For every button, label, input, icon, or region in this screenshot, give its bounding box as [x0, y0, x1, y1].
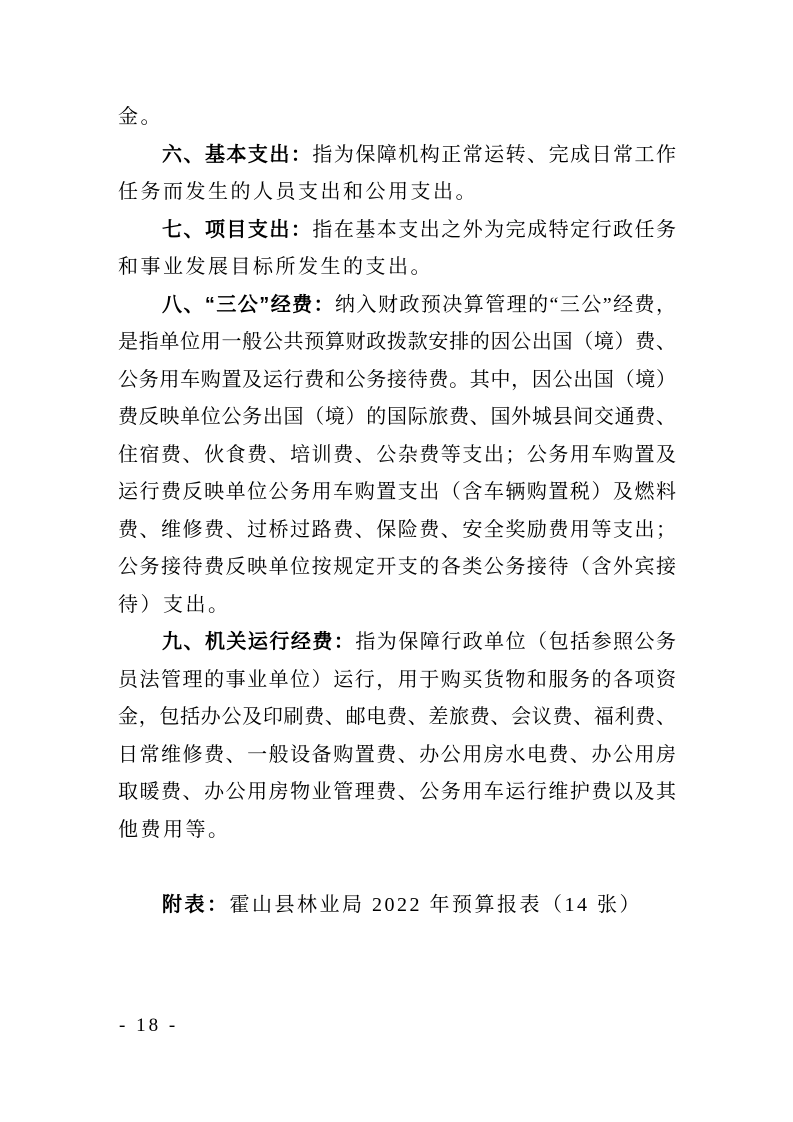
text-line — [118, 737, 676, 775]
bold-lead: 附表： — [162, 893, 230, 916]
text-line — [118, 212, 676, 250]
line-text: 取暖费、办公用房物业管理费、公务用车运行维护费以及其 — [118, 781, 676, 803]
line-text: 指在基本支出之外为完成特定行政任务 — [312, 218, 677, 241]
text-line — [118, 512, 676, 550]
text-line — [118, 699, 676, 737]
text-line — [118, 812, 676, 850]
text-line — [118, 137, 676, 175]
text-line — [118, 662, 676, 700]
text-line — [118, 587, 676, 625]
text-line — [118, 99, 676, 137]
text-line — [118, 849, 676, 887]
line-text: 费反映单位公务出国（境）的国际旅费、国外城县间交通费、 — [118, 406, 676, 428]
line-text: 纳入财政预决算管理的“三公”经费， — [335, 293, 676, 316]
line-text: 任务而发生的人员支出和公用支出。 — [118, 181, 478, 203]
text-line — [118, 287, 676, 325]
line-text: 员法管理的事业单位）运行，用于购买货物和服务的各项资 — [118, 668, 676, 691]
line-text: 他费用等。 — [118, 818, 231, 841]
line-text: 和事业发展目标所发生的支出。 — [118, 256, 433, 278]
line-text: 金，包括办公及印刷费、邮电费、差旅费、会议费、福利费、 — [118, 706, 676, 728]
text-line — [118, 624, 676, 662]
line-text: 指为保障行政单位（包括参照公务 — [355, 631, 677, 653]
line-text: 费、维修费、过桥过路费、保险费、安全奖励费用等支出； — [118, 518, 676, 541]
line-text: 霍山县林业局 2022 年预算报表（14 张） — [229, 893, 642, 916]
text-line — [118, 249, 676, 287]
bold-lead: 八、“三公”经费： — [162, 293, 336, 316]
text-line — [118, 437, 676, 475]
line-text: 运行费反映单位公务用车购置支出（含车辆购置税）及燃料 — [118, 481, 676, 503]
line-text: 待）支出。 — [118, 593, 231, 616]
text-line — [118, 362, 676, 400]
bold-lead: 七、项目支出： — [162, 218, 313, 241]
text-block — [118, 99, 676, 924]
line-text: 是指单位用一般公共预算财政拨款安排的因公出国（境）费、 — [118, 331, 676, 353]
text-line — [118, 887, 676, 925]
line-text: 指为保障机构正常运转、完成日常工作 — [312, 143, 677, 166]
line-text: 住宿费、伙食费、培训费、公杂费等支出；公务用车购置及 — [118, 443, 676, 466]
line-text: 日常维修费、一般设备购置费、办公用房水电费、办公用房 — [118, 743, 676, 766]
text-line — [118, 174, 676, 212]
text-line — [118, 399, 676, 437]
text-line — [118, 549, 676, 587]
bold-lead: 六、基本支出： — [162, 143, 313, 166]
line-text: 金。 — [118, 106, 163, 128]
line-text: 公务用车购置及运行费和公务接待费。其中，因公出国（境） — [118, 368, 676, 391]
text-line — [118, 324, 676, 362]
text-line — [118, 474, 676, 512]
line-text: 公务接待费反映单位按规定开支的各类公务接待（含外宾接 — [118, 556, 676, 578]
text-line — [118, 774, 676, 812]
bold-lead: 九、机关运行经费： — [162, 631, 356, 653]
page-number: - 18 - — [119, 1015, 179, 1036]
